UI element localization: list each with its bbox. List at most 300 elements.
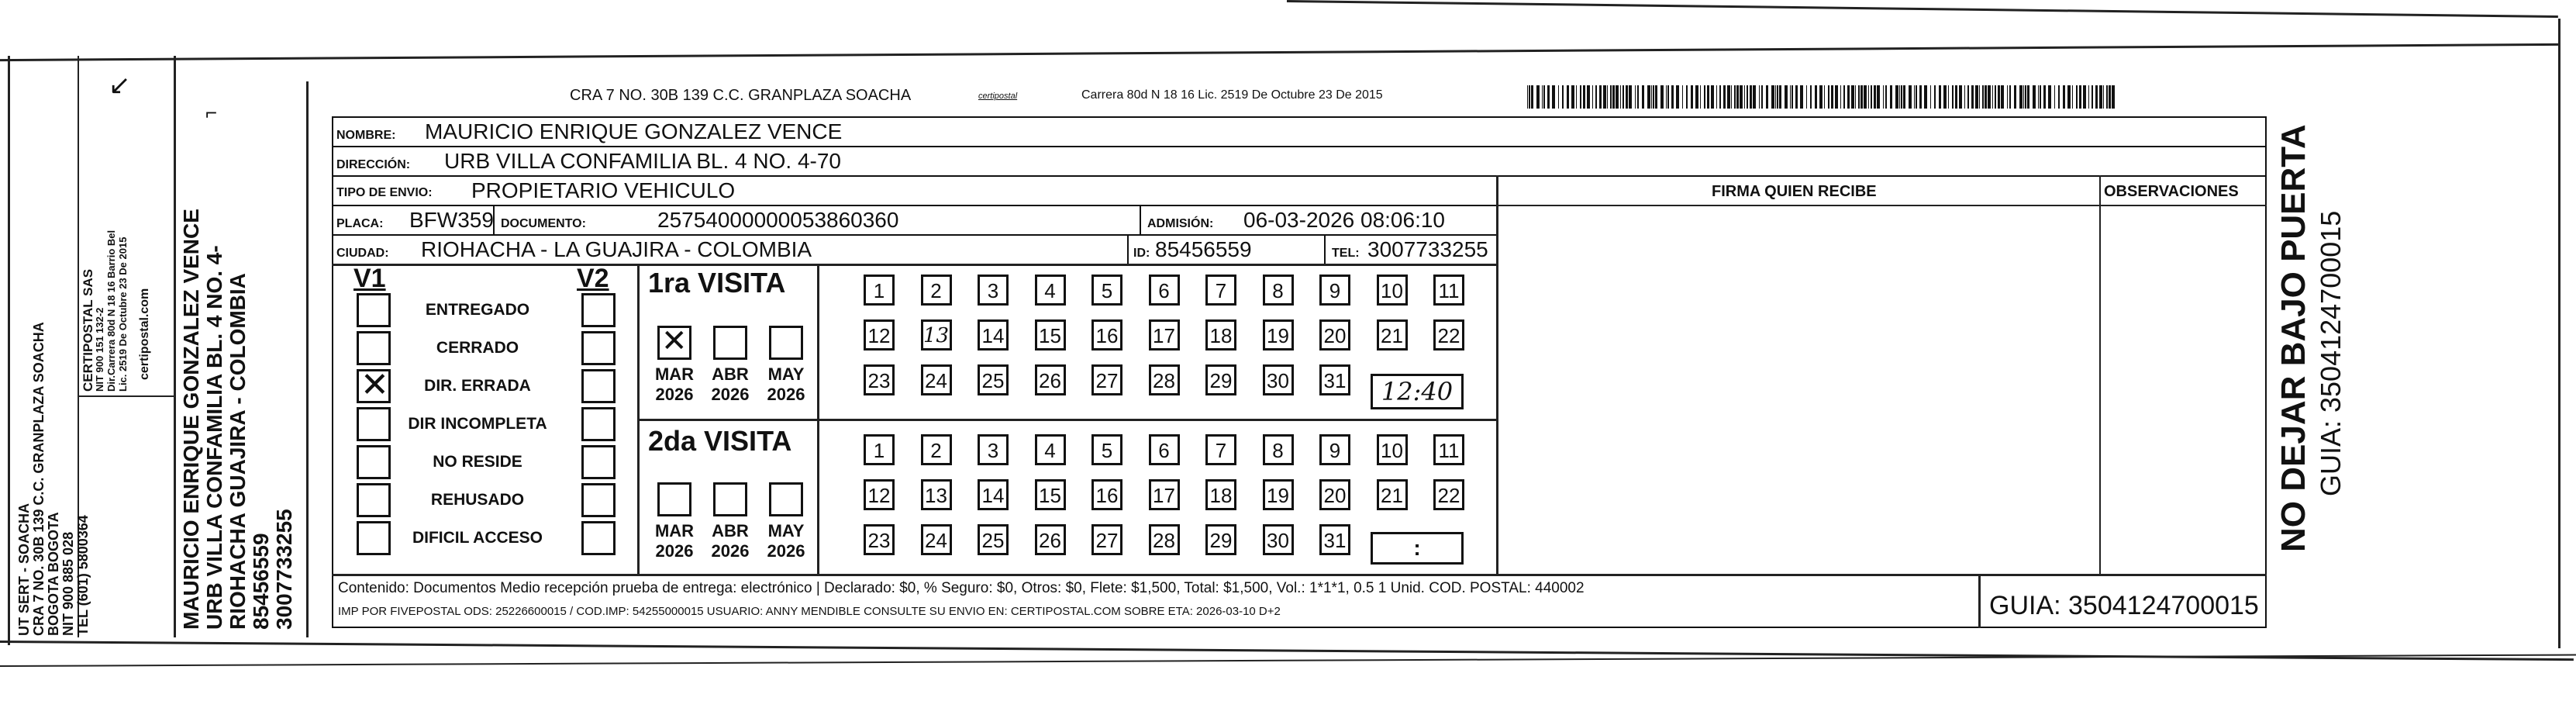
day-box[interactable]: 16 <box>1091 479 1122 510</box>
day-box[interactable]: 15 <box>1035 479 1066 510</box>
barcode-bar <box>2001 85 2004 109</box>
barcode-bar <box>1626 85 1628 109</box>
barcode-bar <box>1890 85 1892 109</box>
barcode-bar <box>2091 85 2093 109</box>
day-box[interactable]: 28 <box>1149 524 1180 555</box>
day-box[interactable]: 12 <box>864 319 895 350</box>
status-label: CERRADO <box>436 339 519 357</box>
stub-company-line: NIT 900 151 132-2 <box>94 307 105 392</box>
barcode-bar <box>1620 85 1621 109</box>
status-label: REHUSADO <box>430 491 525 509</box>
month-name: ABR <box>712 521 749 540</box>
barcode-bar <box>1647 85 1650 109</box>
month-label <box>763 364 809 405</box>
barcode-bar <box>1740 85 1743 109</box>
day-box[interactable]: 4 <box>1035 275 1066 306</box>
tel-value: 3007733255 <box>1367 237 1488 261</box>
barcode-bar <box>1919 85 1922 109</box>
barcode-bar <box>1840 85 1841 109</box>
day-box[interactable]: 19 <box>1263 319 1294 350</box>
month-year: 2026 <box>711 385 750 404</box>
ciudad-divider <box>1127 236 1129 264</box>
barcode-bar <box>2007 85 2008 109</box>
barcode-bar <box>1599 85 1602 109</box>
stub-recipient-block <box>179 209 296 630</box>
month-year: 2026 <box>655 541 694 561</box>
firma-header-line <box>1496 205 2267 206</box>
day-box[interactable]: 3 <box>978 275 1009 306</box>
stub-recipient-line: MAURICIO ENRIQUE GONZALEZ VENCE <box>179 209 203 630</box>
barcode-bar <box>2054 85 2055 109</box>
day-box[interactable]: 29 <box>1205 524 1236 555</box>
day-box[interactable]: 5 <box>1091 434 1122 465</box>
day-box[interactable]: 8 <box>1263 434 1294 465</box>
barcode-bar <box>2019 85 2023 109</box>
bottom-edge-lower <box>0 654 2576 667</box>
barcode-bar <box>1686 85 1688 109</box>
placa-label: PLACA: <box>336 217 384 230</box>
barcode-bar <box>1895 85 1898 109</box>
first-visit-title: 1ra VISITA <box>648 267 786 299</box>
barcode-bar <box>1642 85 1644 109</box>
barcode-bar <box>1610 85 1612 109</box>
day-box[interactable]: 21 <box>1377 479 1408 510</box>
license-line: Carrera 80d N 18 16 Lic. 2519 De Octubre 23 De 2015 <box>1081 88 1383 102</box>
barcode-bar <box>1676 85 1679 109</box>
day-box[interactable]: 9 <box>1319 275 1350 306</box>
day-box[interactable]: 25 <box>978 524 1009 555</box>
barcode-bar <box>1939 85 1941 109</box>
v1-checkbox[interactable] <box>357 365 391 405</box>
barcode-bar <box>1727 85 1730 109</box>
day-box[interactable]: 23 <box>864 364 895 395</box>
barcode-bar <box>1824 85 1825 109</box>
day-box[interactable]: 20 <box>1319 319 1350 350</box>
barcode-bar <box>1775 85 1776 109</box>
day-box[interactable]: 22 <box>1433 319 1464 350</box>
month-label <box>707 364 753 405</box>
barcode-bar <box>1536 85 1540 109</box>
barcode-bar <box>1874 85 1876 109</box>
barcode-bar <box>1576 85 1577 109</box>
month-name: MAY <box>767 364 805 384</box>
month-checkbox[interactable] <box>769 482 803 516</box>
left-frame <box>8 56 10 645</box>
id-divider <box>1324 236 1326 264</box>
stub-recipient-line: URB VILLA CONFAMILIA BL. 4 NO. 4- <box>202 245 226 630</box>
barcode-bar <box>1967 85 1969 109</box>
day-box[interactable]: 27 <box>1091 364 1122 395</box>
barcode-bar <box>1924 85 1927 109</box>
barcode-bar <box>2025 85 2026 109</box>
barcode-bar <box>1988 85 1991 109</box>
barcode-bar <box>2048 85 2051 109</box>
barcode-bar <box>1527 85 1528 109</box>
tipo-row <box>332 175 2267 205</box>
stub-divider-3 <box>306 81 309 637</box>
barcode-bar <box>1955 85 1957 109</box>
barcode-bar <box>1795 85 1798 109</box>
day-box[interactable]: 6 <box>1149 275 1180 306</box>
v2-checkbox[interactable] <box>581 521 616 555</box>
v2-checkbox[interactable] <box>581 445 616 479</box>
v1-checkbox[interactable] <box>357 521 391 555</box>
barcode-bar <box>1864 85 1867 109</box>
barcode-bar <box>1667 85 1669 109</box>
barcode-bar <box>2112 85 2115 109</box>
month-label <box>651 364 698 405</box>
barcode-bar <box>1558 85 1559 109</box>
bottom-edge-line <box>0 641 2574 661</box>
status-label: DIR. ERRADA <box>424 377 531 395</box>
v2-checkbox[interactable] <box>581 369 616 403</box>
barcode-bar <box>1552 85 1555 109</box>
day-box[interactable]: 17 <box>1149 319 1180 350</box>
barcode-bar <box>1637 85 1639 109</box>
barcode-bar <box>1791 85 1793 109</box>
barcode-bar <box>1635 85 1636 109</box>
month-year: 2026 <box>655 385 694 404</box>
day-box[interactable]: 5 <box>1091 275 1122 306</box>
day-box[interactable]: 30 <box>1263 524 1294 555</box>
day-box[interactable]: 1 <box>864 275 895 306</box>
barcode-bar <box>1623 85 1624 109</box>
barcode-bar <box>2099 85 2102 109</box>
barcode-bar <box>1847 85 1850 109</box>
v1-checkbox[interactable] <box>357 331 391 365</box>
stub-divider-2 <box>174 56 176 637</box>
top-edge-right <box>1287 0 2558 18</box>
barcode-bar <box>1979 85 1980 109</box>
month-name: MAR <box>654 521 695 540</box>
first-visit-time-box[interactable] <box>1371 374 1464 409</box>
guia-divider <box>1978 574 1981 628</box>
barcode-bar <box>1777 85 1778 109</box>
day-box[interactable]: 7 <box>1205 275 1236 306</box>
barcode-bar <box>2083 85 2086 109</box>
documento-value: 25754000000053860360 <box>657 208 899 232</box>
visit-mid-line <box>637 419 1498 421</box>
barcode-bar <box>1858 85 1860 109</box>
right-edge <box>2558 19 2560 648</box>
direccion-label: DIRECCIÓN: <box>336 158 411 171</box>
barcode-bar <box>1723 85 1726 109</box>
barcode-bar <box>1704 85 1705 109</box>
barcode-bar <box>1547 85 1550 109</box>
barcode-bar <box>1682 85 1683 109</box>
status-label: ENTREGADO <box>425 301 530 319</box>
barcode-bar <box>1587 85 1590 109</box>
v1-checkbox[interactable] <box>357 445 391 479</box>
status-label: NO RESIDE <box>433 453 522 471</box>
month-year: 2026 <box>711 541 750 561</box>
day-box[interactable]: 26 <box>1035 364 1066 395</box>
day-box[interactable]: 29 <box>1205 364 1236 395</box>
month-name: MAR <box>654 364 695 384</box>
barcode-bar <box>1948 85 1949 109</box>
documento-divider <box>1140 206 1141 234</box>
barcode-bar <box>1964 85 1965 109</box>
barcode-bar <box>1877 85 1880 109</box>
day-box[interactable]: 13 <box>921 319 952 350</box>
barcode-bar <box>1595 85 1597 109</box>
barcode-bar <box>1744 85 1745 109</box>
month-name: ABR <box>712 364 749 384</box>
day-box[interactable]: 2 <box>921 275 952 306</box>
day-box[interactable]: 17 <box>1149 479 1180 510</box>
barcode-bar <box>1719 85 1721 109</box>
barcode-bar <box>1995 85 1996 109</box>
ciudad-value: RIOHACHA - LA GUAJIRA - COLOMBIA <box>421 237 812 261</box>
barcode-bar <box>1747 85 1748 109</box>
barcode-bar <box>1975 85 1978 109</box>
day-box[interactable]: 21 <box>1377 319 1408 350</box>
barcode-bar <box>2103 85 2104 109</box>
barcode-bar <box>2058 85 2060 109</box>
barcode-bar <box>2043 85 2046 109</box>
day-box[interactable]: 23 <box>864 524 895 555</box>
day-box[interactable]: 26 <box>1035 524 1066 555</box>
tipo-label: TIPO DE ENVIO: <box>336 186 433 199</box>
first-visit-time: 12:40 <box>1381 377 1454 406</box>
barcode-bar <box>1653 85 1654 109</box>
day-box[interactable]: 15 <box>1035 319 1066 350</box>
barcode-bar <box>1810 85 1812 109</box>
day-box[interactable]: 3 <box>978 434 1009 465</box>
barcode-bar <box>1734 85 1736 109</box>
obs-col-divider <box>2099 175 2101 574</box>
tipo-value: PROPIETARIO VEHICULO <box>471 178 736 202</box>
barcode-bar <box>2109 85 2111 109</box>
day-box[interactable]: 25 <box>978 364 1009 395</box>
firma-label: FIRMA QUIEN RECIBE <box>1712 183 1877 200</box>
second-visit-time: : <box>1413 536 1421 560</box>
month-checkbox[interactable] <box>713 482 747 516</box>
barcode-bar <box>1885 85 1887 109</box>
day-box[interactable]: 10 <box>1377 434 1408 465</box>
barcode-bar <box>1616 85 1619 109</box>
barcode-bar <box>1903 85 1905 109</box>
contenido-text: Contenido: Documentos Medio recepción prueba de entrega: electrónico | Declarado: $0, % Seguro: $0, Otros: $0, Flete: $1,500, Total: $1,500, Vol.: 1*1*1, 0.5 1 Unid. COD. POSTAL: 440002 <box>338 580 1585 596</box>
second-visit-time-box[interactable] <box>1371 532 1464 565</box>
month-checkbox[interactable] <box>657 482 691 516</box>
stub-sender-line: BOGOTA BOGOTA <box>46 512 61 636</box>
day-box[interactable]: 16 <box>1091 319 1122 350</box>
barcode-bar <box>1542 85 1543 109</box>
barcode-bar <box>1695 85 1698 109</box>
barcode-bar <box>2079 85 2081 109</box>
placa-divider <box>493 206 495 234</box>
second-visit-title: 2da VISITA <box>648 425 792 457</box>
barcode-bar <box>1543 85 1545 109</box>
stub-sender-line: TEL (601) 5800364 <box>75 515 91 636</box>
month-name: MAY <box>767 521 805 540</box>
day-box[interactable]: 19 <box>1263 479 1294 510</box>
day-box[interactable]: 7 <box>1205 434 1236 465</box>
barcode-bar <box>1914 85 1915 109</box>
id-label: ID: <box>1133 247 1150 260</box>
stub-sender-line: NIT 900 885 028 <box>60 531 76 636</box>
day-box[interactable]: 2 <box>921 434 952 465</box>
barcode-bar <box>1901 85 1902 109</box>
barcode-bar <box>1831 85 1833 109</box>
barcode-bar <box>1835 85 1838 109</box>
v2-checkbox[interactable] <box>581 331 616 365</box>
day-box[interactable]: 11 <box>1433 434 1464 465</box>
barcode-bar <box>1985 85 1987 109</box>
day-box[interactable]: 22 <box>1433 479 1464 510</box>
guia-vertical: GUIA: 3504124700015 <box>2315 210 2347 496</box>
month-checkbox[interactable] <box>769 326 803 360</box>
no-dejar-text: NO DEJAR BAJO PUERTA <box>2274 124 2312 552</box>
month-checkbox[interactable] <box>657 326 691 360</box>
nombre-value: MAURICIO ENRIQUE GONZALEZ VENCE <box>425 119 843 143</box>
barcode-bar <box>1779 85 1781 109</box>
barcode-bar <box>2088 85 2089 109</box>
pen-mark-icon: ↙ <box>109 71 131 100</box>
barcode-bar <box>2106 85 2108 109</box>
day-box[interactable]: 6 <box>1149 434 1180 465</box>
footer-top-line <box>332 574 2267 576</box>
day-box[interactable]: 31 <box>1319 524 1350 555</box>
stub-company-line: Lic. 2519 De Octubre 23 De 2015 <box>117 237 129 392</box>
day-box[interactable]: 13 <box>921 479 952 510</box>
firma-col-divider <box>1496 175 1498 574</box>
barcode-bar <box>1883 85 1884 109</box>
nombre-label: NOMBRE: <box>336 129 396 142</box>
barcode-bar <box>1567 85 1569 109</box>
barcode-bar <box>2072 85 2073 109</box>
sender-logo: certipostal <box>978 92 1018 101</box>
barcode-bar <box>2038 85 2039 109</box>
stub-recipient-line: 85456559 <box>249 533 273 630</box>
day-box[interactable]: 8 <box>1263 275 1294 306</box>
documento-label: DOCUMENTO: <box>501 217 586 230</box>
day-box[interactable]: 24 <box>921 524 952 555</box>
imp-text: IMP POR FIVEPOSTAL ODS: 25226600015 / COD.IMP: 54255000015 USUARIO: ANNY MENDIBLE CONSULTE SU ENVIO EN: CERTIPOSTAL.COM SOBRE ETA: 2026-03-10 D+2 <box>338 605 1281 618</box>
barcode-bar <box>1629 85 1632 109</box>
id-value: 85456559 <box>1155 237 1252 261</box>
admision-label: ADMISIÓN: <box>1147 217 1214 230</box>
stub-recipient-line: RIOHACHA GUAJIRA - COLOMBIA <box>226 273 250 630</box>
barcode-bar <box>1761 85 1763 109</box>
day-box[interactable]: 30 <box>1263 364 1294 395</box>
barcode-bar <box>1711 85 1714 109</box>
ciudad-row <box>332 234 1498 264</box>
v1-checkbox[interactable] <box>357 293 391 327</box>
v1-checkbox[interactable] <box>357 483 391 517</box>
barcode-bar <box>2014 85 2016 109</box>
day-box[interactable]: 4 <box>1035 434 1066 465</box>
barcode-bar <box>2040 85 2041 109</box>
placa-value: BFW359 <box>409 208 494 232</box>
day-box[interactable]: 12 <box>864 479 895 510</box>
stub-website: certipostal.com <box>138 288 151 380</box>
barcode-bar <box>1603 85 1606 109</box>
barcode-bar <box>2023 85 2024 109</box>
v2-checkbox[interactable] <box>581 293 616 327</box>
barcode-bar <box>1855 85 1856 109</box>
barcode-bar <box>1934 85 1936 109</box>
barcode-bar <box>1655 85 1657 109</box>
barcode-bar <box>1607 85 1608 109</box>
barcode-bar <box>1562 85 1564 109</box>
barcode-bar <box>1899 85 1900 109</box>
barcode-bar <box>1750 85 1752 109</box>
day-box[interactable]: 18 <box>1205 319 1236 350</box>
barcode-bar <box>1716 85 1717 109</box>
placa-row <box>332 205 1498 234</box>
day-box[interactable]: 10 <box>1377 275 1408 306</box>
barcode-bar <box>1666 85 1667 109</box>
day-box[interactable]: 28 <box>1149 364 1180 395</box>
barcode-bar <box>1612 85 1615 109</box>
day-box[interactable]: 11 <box>1433 275 1464 306</box>
check-x-icon: ✕ <box>360 365 389 405</box>
barcode-bar <box>1806 85 1807 109</box>
check-x-icon: ✕ <box>661 324 688 358</box>
stub-company-block <box>82 190 129 392</box>
v2-checkbox[interactable] <box>581 407 616 441</box>
day-box[interactable]: 31 <box>1319 364 1350 395</box>
barcode-bar <box>1819 85 1823 109</box>
day-box[interactable]: 24 <box>921 364 952 395</box>
barcode-bar <box>1707 85 1709 109</box>
day-box[interactable]: 1 <box>864 434 895 465</box>
barcode-bar <box>1700 85 1701 109</box>
v1-label: V1 <box>353 264 386 293</box>
barcode-bar <box>1580 85 1581 109</box>
day-box[interactable]: 14 <box>978 479 1009 510</box>
barcode-bar <box>1660 85 1664 109</box>
month-label <box>763 521 809 561</box>
barcode-bar <box>1868 85 1869 109</box>
barcode-bar <box>1930 85 1931 109</box>
day-box[interactable]: 20 <box>1319 479 1350 510</box>
day-box[interactable]: 27 <box>1091 524 1122 555</box>
direccion-row <box>332 146 2267 175</box>
barcode-bar <box>1828 85 1829 109</box>
v2-checkbox[interactable] <box>581 483 616 517</box>
barcode-bar <box>1998 85 2000 109</box>
stub-company-line: Dir.Carrera 80d N 18 16 Barrio Bel <box>105 230 117 392</box>
barcode-bar <box>2095 85 2098 109</box>
ciudad-label: CIUDAD: <box>336 247 389 260</box>
month-checkbox[interactable] <box>713 326 747 360</box>
barcode-bar <box>1971 85 1974 109</box>
guia-footer: GUIA: 3504124700015 <box>1989 591 2259 620</box>
pen-mark-icon: ⌐ <box>205 101 218 124</box>
tel-label: TEL: <box>1332 247 1360 260</box>
stub-sender-line: CRA 7 NO. 30B 139 C.C. GRANPLAZA SOACHA <box>31 322 47 636</box>
barcode-bar <box>1736 85 1739 109</box>
barcode-bar <box>1583 85 1585 109</box>
barcode-bar <box>1982 85 1984 109</box>
month-year: 2026 <box>767 385 805 404</box>
month-label <box>651 521 698 561</box>
day-box[interactable]: 14 <box>978 319 1009 350</box>
barcode-bar <box>1529 85 1530 109</box>
day-box[interactable]: 18 <box>1205 479 1236 510</box>
status-label: DIFICIL ACCESO <box>412 529 543 547</box>
barcode-bar <box>1753 85 1756 109</box>
v2-label: V2 <box>577 264 609 293</box>
v1-checkbox[interactable] <box>357 407 391 441</box>
day-box[interactable]: 9 <box>1319 434 1350 465</box>
barcode-bar <box>2027 85 2029 109</box>
barcode-bar <box>1790 85 1791 109</box>
stub-hline <box>78 395 174 397</box>
